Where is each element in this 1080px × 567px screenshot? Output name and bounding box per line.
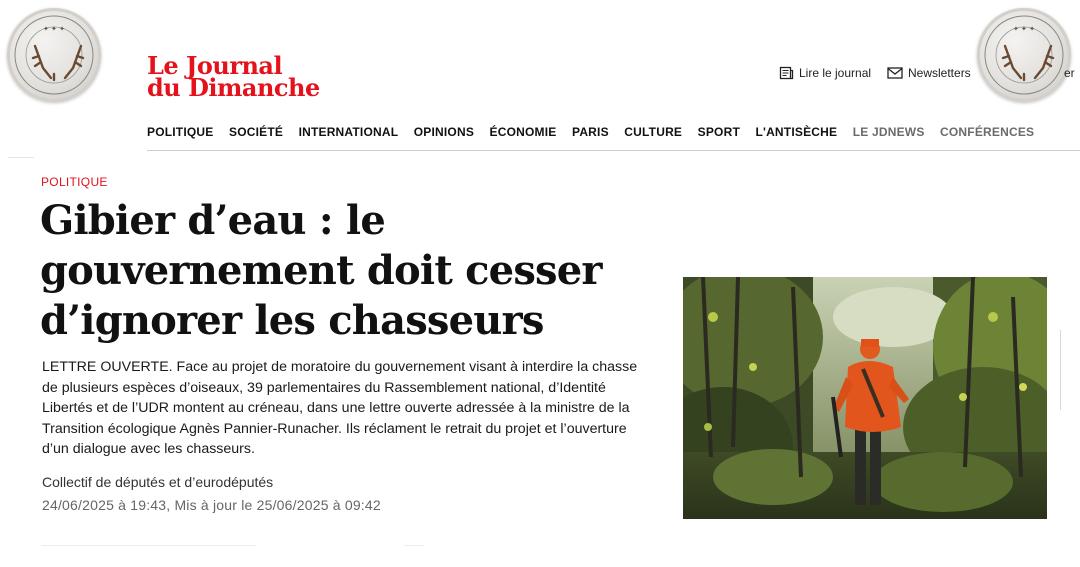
antlers-icon [977,8,1071,102]
chroniques-cynegetiques-seal [7,8,101,102]
nav-item-culture[interactable]: CULTURE [624,125,683,139]
newsletters-link[interactable] [887,64,971,82]
nav-item-paris[interactable]: PARIS [572,125,609,139]
logo-line-1: Le Journal [147,51,283,80]
divider [8,157,34,158]
nav-item-politique[interactable]: POLITIQUE [147,125,214,139]
article-rubric[interactable]: POLITIQUE [41,175,108,189]
nav-item-sport[interactable]: SPORT [697,125,740,139]
utility-link-partial[interactable]: er [1064,66,1075,80]
hunter-photo [683,277,1047,519]
article-author: Collectif de députés et d’eurodéputés [42,474,274,490]
site-logo[interactable] [147,51,320,102]
nav-item-opinions[interactable]: OPINIONS [413,125,475,139]
antlers-icon [7,8,101,102]
main-nav [147,125,1050,139]
svg-text:✦ ✦ ✦: ✦ ✦ ✦ [42,25,66,33]
nav-divider [147,150,1080,151]
newsletters-label: Newsletters [908,66,971,80]
nav-item-conferences[interactable]: CONFÉRENCES [940,125,1035,139]
mail-icon [887,67,903,79]
divider [1060,330,1061,410]
nav-item-societe[interactable]: SOCIÉTÉ [228,125,284,139]
article-headline: Gibier d’eau : le gouvernement doit cesser d’ignorer les chasseurs [40,197,602,344]
svg-text:✦ ✦ ✦: ✦ ✦ ✦ [1012,25,1036,33]
lire-le-journal-label: Lire le journal [799,66,872,80]
nav-item-economie[interactable]: ÉCONOMIE [489,125,557,139]
chroniques-cynegetiques-seal [977,8,1071,102]
article-date: 24/06/2025 à 19:43, Mis à jour le 25/06/2025 à 09:42 [42,497,381,513]
nav-item-antiseche[interactable]: L'ANTISÈCHE [755,125,838,139]
nav-item-international[interactable]: INTERNATIONAL [298,125,399,139]
article-photo [683,277,1047,519]
article-standfirst: LETTRE OUVERTE. Face au projet de moratoire du gouvernement visant à interdire la chasse de plusieurs espèces d’oiseaux, 39 parlementaires du Rassemblement national, d’Identité Libertés et de l’UDR montent au créneau, dans une lettre ouverte adressée à la ministre de la Transition écologique Agnès Pannier-Runacher. Ils réclament le retrait du projet et l’ouverture d’un dialogue avec les chasseurs. [42,359,638,458]
divider [404,545,424,546]
nav-item-jdnews[interactable]: LE JDNEWS [852,125,925,139]
divider [41,545,256,546]
lire-le-journal-link[interactable] [779,64,871,82]
logo-line-2: du Dimanche [147,73,320,102]
newspaper-icon [779,66,794,80]
